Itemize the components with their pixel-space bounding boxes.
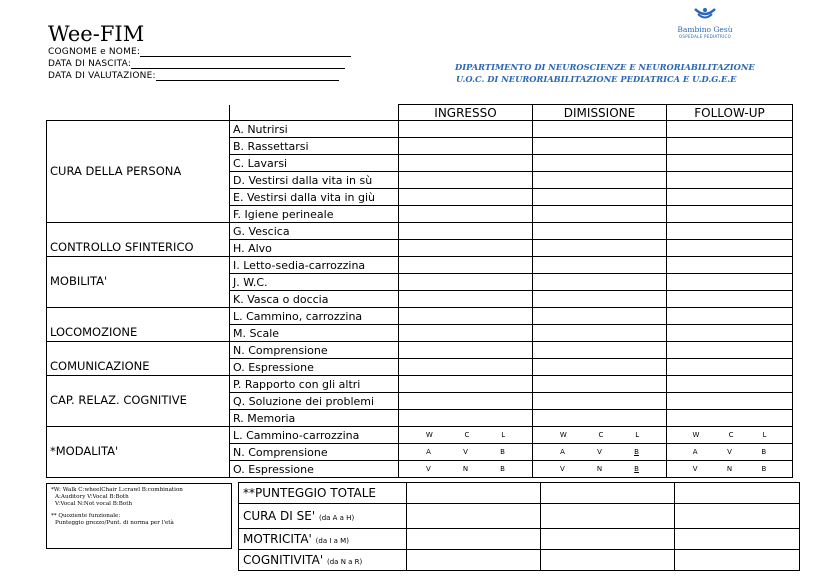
legend-line: ** Quoziente funzionale:	[51, 513, 121, 519]
score-cell[interactable]	[533, 172, 667, 189]
score-cell[interactable]	[667, 206, 793, 223]
field-birthdate-label: DATA DI NASCITA:	[48, 59, 132, 69]
score-cell[interactable]	[667, 223, 793, 240]
mod-code[interactable]: V	[560, 464, 565, 473]
item-label: R. Memoria	[230, 410, 399, 427]
field-birthdate[interactable]	[48, 59, 345, 69]
score-cell[interactable]	[399, 342, 533, 359]
item-label: G. Vescica	[230, 223, 399, 240]
item-label: F. Igiene perineale	[230, 206, 399, 223]
legend-line: Punteggio grezzo/Punt. di norma per l'età	[55, 520, 174, 526]
score-cell[interactable]	[667, 376, 793, 393]
score-cell[interactable]	[667, 325, 793, 342]
mod-code[interactable]: V	[597, 447, 602, 456]
modality-cell[interactable]	[399, 427, 533, 444]
score-cell[interactable]	[399, 223, 533, 240]
mod-code[interactable]: B	[500, 464, 505, 473]
score-cell[interactable]	[533, 223, 667, 240]
logo-sub: OSPEDALE PEDIATRICO	[678, 34, 732, 39]
mod-code[interactable]: C	[464, 430, 470, 439]
mod-code[interactable]: L	[635, 430, 640, 439]
cognitivita-label: COGNITIVITA' (da N a R)	[239, 550, 407, 571]
category-cognitive: CAP. RELAZ. COGNITIVE	[47, 376, 230, 427]
score-cell[interactable]	[399, 172, 533, 189]
form-title: Wee-FIM	[48, 22, 145, 46]
score-cell[interactable]	[533, 325, 667, 342]
score-cell[interactable]	[667, 121, 793, 138]
modality-cell[interactable]	[667, 461, 793, 478]
score-cell[interactable]	[667, 291, 793, 308]
motricita-label: MOTRICITA' (da I a M)	[239, 529, 407, 550]
score-cell[interactable]	[667, 240, 793, 257]
category-sfinterico: CONTROLLO SFINTERICO	[47, 223, 230, 257]
table-row	[47, 342, 793, 359]
mod-code[interactable]: W	[692, 430, 700, 439]
score-cell[interactable]	[533, 359, 667, 376]
score-cell[interactable]	[399, 393, 533, 410]
dept-line2: U.O.C. DI NEURORIABILITAZIONE PEDIATRICA E U.D.G.E.E	[456, 74, 737, 84]
score-cell[interactable]	[667, 410, 793, 427]
score-cell[interactable]	[667, 359, 793, 376]
item-label: J. W.C.	[230, 274, 399, 291]
hospital-logo	[670, 6, 740, 39]
totals-table	[238, 482, 800, 571]
item-label: N. Comprensione	[230, 342, 399, 359]
modality-cell[interactable]	[399, 444, 533, 461]
item-label: H. Alvo	[230, 240, 399, 257]
legend-box	[46, 483, 232, 549]
total-cell[interactable]	[675, 483, 800, 504]
mod-code[interactable]: W	[559, 430, 567, 439]
mod-code[interactable]: W	[425, 430, 433, 439]
item-label: E. Vestirsi dalla vita in giù	[230, 189, 399, 206]
modality-cell[interactable]	[667, 444, 793, 461]
logo-icon	[693, 7, 717, 21]
table-row	[47, 308, 793, 325]
score-cell[interactable]	[667, 138, 793, 155]
modality-cell[interactable]	[533, 461, 667, 478]
score-cell[interactable]	[667, 308, 793, 325]
score-cell[interactable]	[399, 155, 533, 172]
dept-line1: DIPARTIMENTO DI NEUROSCIENZE E NEURORIABILITAZIONE	[455, 62, 755, 72]
field-evaldate[interactable]	[48, 71, 339, 81]
total-cell[interactable]	[541, 483, 675, 504]
score-cell[interactable]	[399, 206, 533, 223]
mod-code[interactable]: V	[727, 447, 732, 456]
mod-code[interactable]: V	[692, 464, 698, 473]
score-cell[interactable]	[533, 274, 667, 291]
total-cell[interactable]	[675, 504, 800, 529]
score-cell[interactable]	[533, 155, 667, 172]
score-cell[interactable]	[399, 138, 533, 155]
item-label: L. Cammino-carrozzina	[230, 427, 399, 444]
table-row	[47, 223, 793, 240]
item-label: B. Rassettarsi	[230, 138, 399, 155]
score-cell[interactable]	[399, 359, 533, 376]
mod-code[interactable]: B	[634, 447, 639, 456]
score-cell[interactable]	[533, 257, 667, 274]
score-cell[interactable]	[667, 274, 793, 291]
score-cell[interactable]	[533, 206, 667, 223]
score-cell[interactable]	[533, 121, 667, 138]
score-cell[interactable]	[399, 121, 533, 138]
score-cell[interactable]	[667, 393, 793, 410]
modality-cell[interactable]	[533, 444, 667, 461]
wee-fim-table	[46, 104, 793, 478]
item-label: O. Espressione	[230, 461, 399, 478]
score-cell[interactable]	[667, 257, 793, 274]
score-cell[interactable]	[399, 308, 533, 325]
mod-code[interactable]: B	[634, 464, 639, 473]
col-dimissione: DIMISSIONE	[533, 105, 667, 121]
mod-code[interactable]: N	[462, 464, 469, 473]
mod-code[interactable]: C	[598, 430, 604, 439]
score-cell[interactable]	[399, 410, 533, 427]
item-label: I. Letto-sedia-carrozzina	[230, 257, 399, 274]
modality-cell[interactable]	[533, 427, 667, 444]
total-cell[interactable]	[407, 529, 541, 550]
mod-code[interactable]: V	[426, 464, 431, 473]
mod-code[interactable]: N	[596, 464, 603, 473]
modality-cell[interactable]	[667, 427, 793, 444]
total-cell[interactable]	[407, 483, 541, 504]
header-empty	[230, 105, 399, 121]
category-cura: CURA DELLA PERSONA	[47, 121, 230, 223]
legend-line: A:Auditory V:Vocal B:Both	[55, 494, 129, 500]
legend-line: V:Vocal N:Not vocal B:Both	[55, 501, 133, 507]
score-cell[interactable]	[533, 138, 667, 155]
total-cell[interactable]	[407, 550, 541, 571]
field-evaldate-label: DATA DI VALUTAZIONE:	[48, 71, 156, 81]
score-cell[interactable]	[399, 376, 533, 393]
item-label: K. Vasca o doccia	[230, 291, 399, 308]
field-evaldate-line[interactable]	[156, 71, 339, 81]
score-cell[interactable]	[533, 240, 667, 257]
total-cell[interactable]	[675, 550, 800, 571]
score-cell[interactable]	[533, 291, 667, 308]
category-mobilita: MOBILITA'	[47, 257, 230, 308]
item-label: O. Espressione	[230, 359, 399, 376]
item-label: A. Nutrirsi	[230, 121, 399, 138]
total-cell[interactable]	[541, 504, 675, 529]
table-header-row	[47, 105, 793, 121]
mod-code[interactable]: B	[761, 464, 767, 473]
item-label: C. Lavarsi	[230, 155, 399, 172]
table-row	[239, 550, 800, 571]
score-cell[interactable]	[533, 376, 667, 393]
table-row	[47, 376, 793, 393]
score-cell[interactable]	[667, 172, 793, 189]
category-locomozione: LOCOMOZIONE	[47, 308, 230, 342]
table-row	[47, 257, 793, 274]
header-empty	[47, 105, 230, 121]
score-cell[interactable]	[533, 410, 667, 427]
item-label: P. Rapporto con gli altri	[230, 376, 399, 393]
col-follow-up: FOLLOW-UP	[667, 105, 793, 121]
score-cell[interactable]	[399, 274, 533, 291]
table-row	[47, 427, 793, 444]
score-cell[interactable]	[667, 155, 793, 172]
category-modalita: *MODALITA'	[47, 427, 230, 478]
mod-code[interactable]: B	[500, 447, 505, 456]
col-ingresso: INGRESSO	[399, 105, 533, 121]
mod-code[interactable]: A	[426, 447, 431, 456]
modality-cell[interactable]	[399, 461, 533, 478]
mod-code[interactable]: L	[762, 430, 767, 439]
table-row	[239, 483, 800, 504]
item-label: L. Cammino, carrozzina	[230, 308, 399, 325]
item-label: Q. Soluzione dei problemi	[230, 393, 399, 410]
mod-code[interactable]: C	[728, 430, 734, 439]
score-cell[interactable]	[399, 240, 533, 257]
mod-code[interactable]: A	[692, 447, 698, 456]
item-label: N. Comprensione	[230, 444, 399, 461]
total-cell[interactable]	[541, 550, 675, 571]
table-row	[47, 121, 793, 138]
total-cell[interactable]	[541, 529, 675, 550]
field-birthdate-line[interactable]	[131, 59, 345, 69]
score-cell[interactable]	[533, 393, 667, 410]
score-cell[interactable]	[533, 342, 667, 359]
mod-code[interactable]: A	[560, 447, 565, 456]
score-cell[interactable]	[399, 291, 533, 308]
mod-code[interactable]: V	[463, 447, 468, 456]
item-label: D. Vestirsi dalla vita in sù	[230, 172, 399, 189]
score-cell[interactable]	[667, 342, 793, 359]
mod-code[interactable]: B	[761, 447, 767, 456]
total-cell[interactable]	[407, 504, 541, 529]
cura-label: CURA DI SE' (da A a H)	[239, 504, 407, 529]
table-row	[239, 529, 800, 550]
total-label: **PUNTEGGIO TOTALE	[239, 483, 407, 504]
score-cell[interactable]	[399, 189, 533, 206]
field-name[interactable]	[48, 47, 351, 57]
mod-code[interactable]: N	[726, 464, 733, 473]
table-row	[239, 504, 800, 529]
category-comunicazione: COMUNICAZIONE	[47, 342, 230, 376]
item-label: M. Scale	[230, 325, 399, 342]
legend-line: *W: Walk C:wheelChair L:crawl B:combination	[51, 487, 183, 493]
field-name-label: COGNOME e NOME:	[48, 47, 141, 57]
logo-name: Bambino Gesù	[677, 25, 733, 34]
mod-code[interactable]: L	[501, 430, 506, 439]
score-cell[interactable]	[667, 189, 793, 206]
score-cell[interactable]	[533, 308, 667, 325]
score-cell[interactable]	[399, 257, 533, 274]
score-cell[interactable]	[399, 325, 533, 342]
field-name-line[interactable]	[140, 47, 351, 57]
score-cell[interactable]	[533, 189, 667, 206]
total-cell[interactable]	[675, 529, 800, 550]
